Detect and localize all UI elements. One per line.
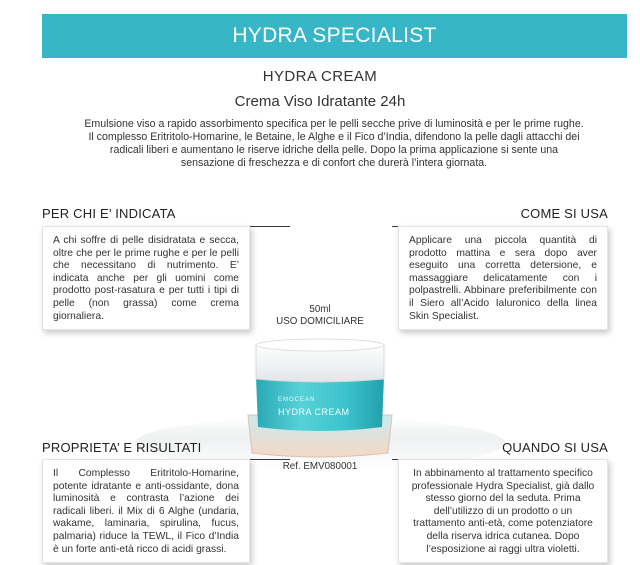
section-text-quando: In abbinamento al trattamento specifico professionale Hydra Specialist, già dallo stesso giorno del la seduta. Prima dell’utilizzo di un prodotto o un trattamento anti-età, come potenziatore della riserva idrica cutanea. Dopo l’esposizione ai raggi ultra violetti. <box>411 468 595 555</box>
section-title-quando: QUANDO SI USA <box>502 440 608 455</box>
product-usage: USO DOMICILIARE <box>276 316 364 327</box>
section-text-per-chi: A chi soffre di pelle disidratata e secca, oltre che per le prime rughe e per le pelli che necessitano di nutrimento. E’ indicata anche per gli uomini come prodotto post-rasatura e per tutti i tipi di pelle (non grassa) come crema giornaliera. <box>53 235 239 322</box>
section-box-quando <box>398 459 608 563</box>
section-text-proprieta: Il Complesso Eritritolo-Homarine, potente idratante e anti-ossidante, dona luminosità e contrasta l’azione dei radicali liberi. il Mix di 6 Alghe (undaria, wakame, laminaria, spirulina, fucus, palmaria) riduce la TEWL, il Fico d’India è un forte anti-età ricco di acidi grassi. <box>53 468 239 555</box>
jar-label: HYDRA CREAM <box>278 407 350 417</box>
section-box-proprieta <box>42 459 250 563</box>
product-volume: 50ml <box>309 304 331 315</box>
jar-brand: EMOCEAN <box>278 397 316 403</box>
section-title-per-chi: PER CHI E’ INDICATA <box>42 206 176 221</box>
section-text-come-si-usa: Applicare una piccola quantità di prodotto mattina e sera dopo aver eseguito una corretta detersione, e massaggiare delicatamente con i polpastrelli. Abbinare preferibilmente con il Siero all’Acido Ialuronico della linea Skin Specialist. <box>409 235 597 322</box>
section-title-come-si-usa: COME SI USA <box>520 206 608 221</box>
product-name: HYDRA CREAM <box>262 68 378 85</box>
product-subtitle: Crema Viso Idratante 24h <box>234 93 406 110</box>
section-title-proprieta: PROPRIETA’ E RISULTATI <box>42 440 202 455</box>
product-intro: Emulsione viso a rapido assorbimento specifica per le pelli secche prive di luminosità e per le prime rughe. Il complesso Eritritolo-Homarine, le Betaine, le Alghe e il Fico d’India, difendono la pelle dagli attacchi dei radicali liberi e aumentano le riserve idriche della pelle. Dopo la prima applicazione si sente una sensazione di freschezza e di confort che durerà l’intera giornata. <box>84 118 584 169</box>
header-banner <box>42 14 627 58</box>
product-ref: Ref. EMV080001 <box>282 461 358 472</box>
banner-title: HYDRA SPECIALIST <box>232 24 437 47</box>
